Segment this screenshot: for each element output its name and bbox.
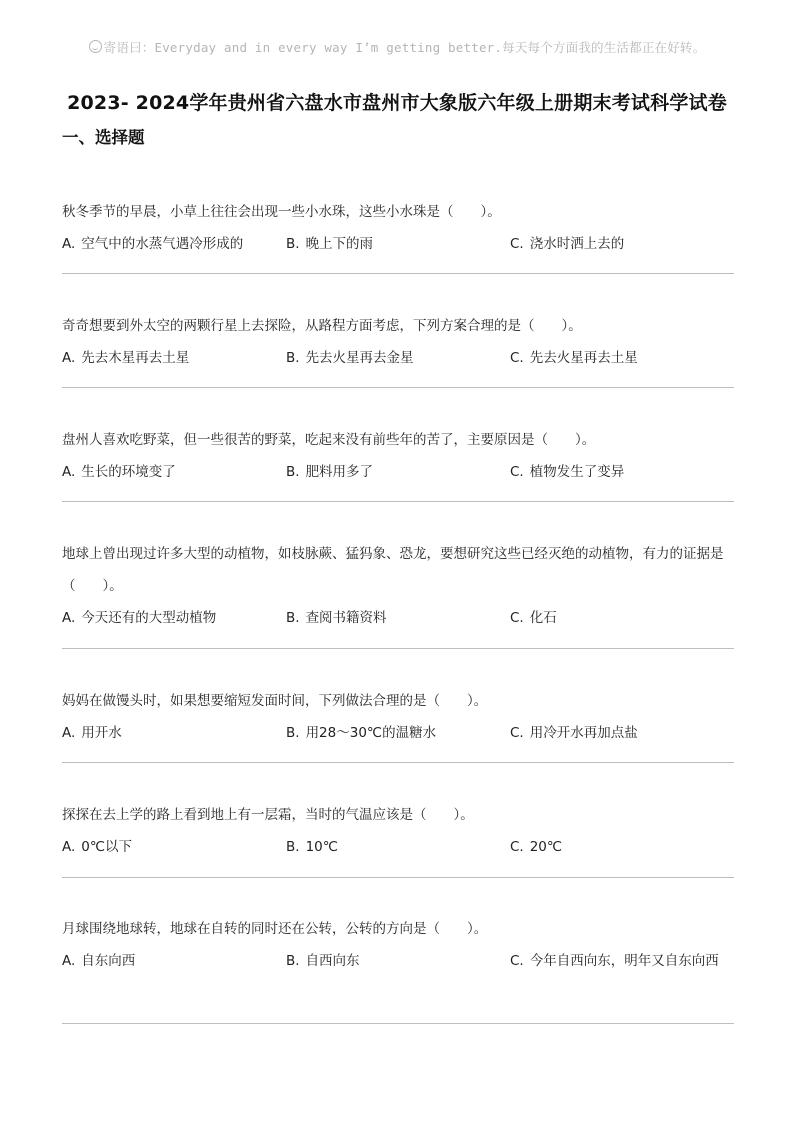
option-text: 今天还有的大型动植物 [81, 610, 217, 626]
question-2 [62, 310, 734, 374]
option-text: 晚上下的雨 [305, 236, 374, 252]
question-text: 盘州人喜欢吃野菜，但一些很苦的野菜，吃起来没有前些年的苦了，主要原因是（ ）。 [62, 432, 596, 448]
section-heading: 一、选择题 [62, 128, 145, 147]
document-title: 2023- 2024学年贵州省六盘水市盘州市大象版六年级上册期末考试科学试卷 [67, 92, 727, 114]
option-a[interactable] [62, 717, 286, 749]
option-letter: B. [286, 464, 300, 480]
option-b[interactable] [286, 945, 510, 977]
option-letter: A. [62, 236, 76, 252]
option-text: 用冷开水再加点盐 [529, 725, 638, 741]
question-text: 地球上曾出现过许多大型的动植物，如枝脉蕨、猛犸象、恐龙，要想研究这些已经灭绝的动植物，有力的证据是（ ）。 [62, 546, 724, 594]
question-1 [62, 196, 734, 260]
watermark-text: 寄语曰：Everyday and in every way I’m getting better.每天每个方面我的生活都正在好转。 [103, 40, 706, 55]
option-letter: A. [62, 464, 76, 480]
option-text: 先去火星再去土星 [529, 350, 638, 366]
option-c[interactable] [510, 831, 734, 863]
divider [62, 762, 734, 763]
question-text: 妈妈在做馒头时，如果想要缩短发面时间，下列做法合理的是（ ）。 [62, 693, 488, 709]
option-text: 植物发生了变异 [529, 464, 625, 480]
option-letter: C. [510, 610, 524, 626]
option-c[interactable] [510, 456, 734, 488]
watermark [0, 38, 794, 56]
options [62, 717, 734, 749]
option-text: 肥料用多了 [305, 464, 374, 480]
option-c[interactable] [510, 945, 734, 977]
option-letter: B. [286, 610, 300, 626]
option-a[interactable] [62, 456, 286, 488]
divider [62, 501, 734, 502]
question-text: 探探在去上学的路上看到地上有一层霜，当时的气温应该是（ ）。 [62, 807, 474, 823]
divider [62, 877, 734, 878]
option-text: 查阅书籍资料 [305, 610, 387, 626]
options [62, 831, 734, 863]
question-6 [62, 799, 734, 863]
options [62, 456, 734, 488]
question-text: 月球围绕地球转，地球在自转的同时还在公转，公转的方向是（ ）。 [62, 921, 488, 937]
option-letter: A. [62, 350, 76, 366]
option-a[interactable] [62, 342, 286, 374]
question-5 [62, 685, 734, 749]
option-c[interactable] [510, 602, 734, 634]
option-text: 生长的环境变了 [81, 464, 176, 480]
options [62, 945, 734, 977]
option-text: 先去木星再去土星 [81, 350, 190, 366]
option-letter: B. [286, 953, 300, 969]
option-c[interactable] [510, 228, 734, 260]
option-b[interactable] [286, 228, 510, 260]
option-b[interactable] [286, 602, 510, 634]
divider [62, 648, 734, 649]
option-text: 化石 [529, 610, 557, 626]
question-7 [62, 913, 734, 977]
option-letter: B. [286, 236, 300, 252]
option-a[interactable] [62, 228, 286, 260]
option-letter: A. [62, 839, 76, 855]
option-c[interactable] [510, 342, 734, 374]
divider [62, 273, 734, 274]
question-text: 秋冬季节的早晨，小草上往往会出现一些小水珠，这些小水珠是（ ）。 [62, 204, 501, 220]
option-c[interactable] [510, 717, 734, 749]
option-letter: A. [62, 725, 76, 741]
option-b[interactable] [286, 717, 510, 749]
option-letter: C. [510, 350, 524, 366]
options [62, 228, 734, 260]
option-letter: C. [510, 464, 524, 480]
option-b[interactable] [286, 456, 510, 488]
option-text: 用28～30℃的温糖水 [305, 725, 437, 741]
option-letter: B. [286, 839, 300, 855]
option-text: 今年自西向东，明年又自东向西 [529, 953, 719, 969]
option-letter: C. [510, 839, 524, 855]
option-text: 浇水时洒上去的 [529, 236, 625, 252]
question-text: 奇奇想要到外太空的两颗行星上去探险，从路程方面考虑，下列方案合理的是（ ）。 [62, 318, 582, 334]
option-text: 先去火星再去金星 [305, 350, 414, 366]
option-text: 0℃以下 [81, 839, 133, 855]
option-letter: A. [62, 953, 76, 969]
option-a[interactable] [62, 831, 286, 863]
option-a[interactable] [62, 945, 286, 977]
option-b[interactable] [286, 831, 510, 863]
divider [62, 387, 734, 388]
question-4 [62, 538, 734, 634]
option-text: 自西向东 [305, 953, 360, 969]
smiley-icon [89, 40, 102, 53]
options [62, 342, 734, 374]
option-text: 10℃ [305, 839, 338, 855]
option-letter: C. [510, 725, 524, 741]
option-b[interactable] [286, 342, 510, 374]
option-letter: C. [510, 953, 524, 969]
options [62, 602, 734, 634]
option-letter: B. [286, 725, 300, 741]
option-text: 用开水 [81, 725, 122, 741]
option-letter: C. [510, 236, 524, 252]
divider [62, 1023, 734, 1024]
option-text: 自东向西 [81, 953, 136, 969]
option-letter: A. [62, 610, 76, 626]
question-3 [62, 424, 734, 488]
option-a[interactable] [62, 602, 286, 634]
option-text: 20℃ [529, 839, 563, 855]
option-letter: B. [286, 350, 300, 366]
option-text: 空气中的水蒸气遇冷形成的 [81, 236, 244, 252]
